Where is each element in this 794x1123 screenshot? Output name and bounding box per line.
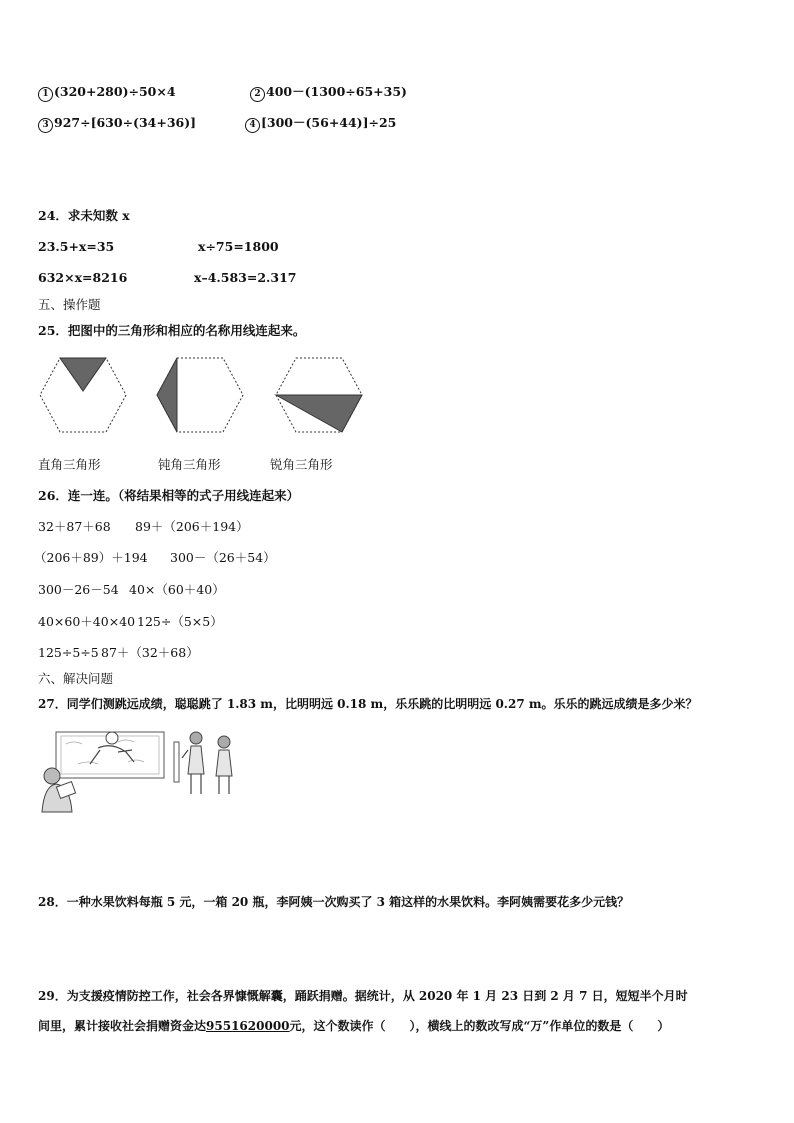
q29-underlined-number: 9551620000 (206, 1019, 290, 1033)
q24-eq-2: x÷75=1800 (198, 239, 279, 254)
q29-line2-post: 元，这个数读作（ ），横线上的数改写成“万”作单位的数是（ ） (289, 1019, 670, 1033)
long-jump-illustration (38, 724, 243, 816)
q25-label-1: 直角三角形 (38, 457, 101, 472)
q26-row-1-right: 89＋（206＋194） (135, 519, 249, 534)
section5-title: 五、操作题 (38, 297, 101, 312)
q26-row-3-left: 300－26－54 (38, 582, 119, 597)
circled-number: 1 (38, 87, 53, 102)
hexagon-figure-1 (38, 356, 128, 434)
q26-row-4-right: 125÷（5×5） (137, 614, 223, 629)
calc-item-2 (250, 83, 407, 102)
q24-eq-3: 632×x=8216 (38, 270, 128, 285)
section6-title: 六、解决问题 (38, 671, 114, 686)
q26-row-2-left: （206＋89）＋194 (34, 550, 148, 565)
q24-eq-1: 23.5+x=35 (38, 239, 115, 254)
q26-title: 26．连一连。（将结果相等的式子用线连起来） (38, 488, 300, 503)
calc-expression: [300－(56+44)]÷25 (261, 115, 397, 130)
q24-eq-4: x–4.583=2.317 (194, 270, 297, 285)
q29-line2-pre: 间里，累计接收社会捐赠资金达 (38, 1019, 207, 1033)
q26-row-1-left: 32＋87＋68 (38, 519, 111, 534)
q26-row-5-right: 87＋（32＋68） (101, 645, 199, 660)
q26-row-5-left: 125÷5÷5 (38, 645, 99, 660)
circled-number: 2 (250, 87, 265, 102)
calc-expression: (320+280)÷50×4 (54, 84, 176, 99)
q26-row-3-right: 40×（60＋40） (129, 582, 225, 597)
q28-text: 28．一种水果饮料每瓶 5 元，一箱 20 瓶，李阿姨一次购买了 3 箱这样的水果饮料。李阿姨需要花多少元钱？ (38, 895, 630, 909)
calc-item-3 (38, 114, 196, 133)
calc-item-1 (38, 83, 176, 102)
hexagon-figure-3 (274, 356, 364, 434)
q26-row-4-left: 40×60＋40×40 (38, 614, 136, 629)
q25-title: 25．把图中的三角形和相应的名称用线连起来。 (38, 323, 306, 338)
q29-line1: 29．为支援疫情防控工作，社会各界慷慨解囊，踊跃捐赠。据统计，从 2020 年 1 月 23 日到 2 月 7 日，短短半个月时 (38, 989, 688, 1003)
q29-line2 (38, 1017, 669, 1035)
circled-number: 3 (38, 118, 53, 133)
calc-expression: 400－(1300÷65+35) (266, 84, 407, 99)
q24-title: 24．求未知数 x (38, 208, 130, 223)
hexagon-figure-2 (155, 356, 245, 434)
calc-expression: 927÷[630÷(34+36)] (54, 115, 197, 130)
calc-item-4 (245, 114, 396, 133)
q25-label-2: 钝角三角形 (158, 457, 221, 472)
q26-row-2-right: 300－（26＋54） (170, 550, 276, 565)
q25-label-3: 锐角三角形 (270, 457, 333, 472)
q27-text: 27．同学们测跳远成绩，聪聪跳了 1.83 m，比明明远 0.18 m，乐乐跳的比明明远 0.27 m。乐乐的跳远成绩是多少米？ (38, 697, 698, 711)
circled-number: 4 (245, 118, 260, 133)
